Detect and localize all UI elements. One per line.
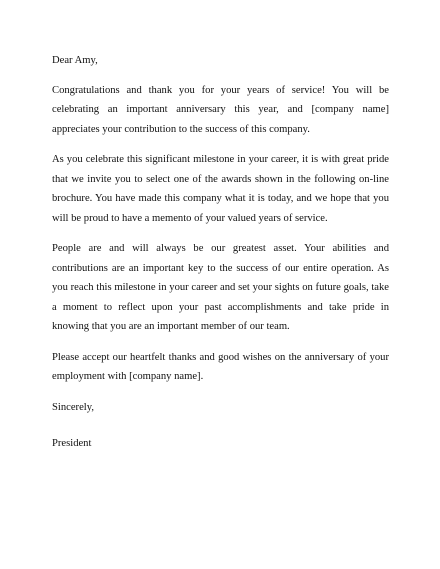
letter-greeting: Dear Amy, (52, 55, 98, 66)
letter-closing: Sincerely, (52, 401, 94, 413)
letter-body (52, 51, 389, 454)
letter-paragraph-3: People are and will always be our greatest asset. Your abilities and contributions are an important key to the success of our entire operation. As you reach this milestone in your career and set your sights on future goals, take a moment to reflect upon your past accomplishments and take pride in knowing that you are an important member of our team. (52, 243, 389, 332)
letter-paragraph-1: Congratulations and thank you for your years of service! You will be celebrating an important anniversary this year, and [company name] appreciates your contribution to the success of this company. (52, 84, 389, 135)
letter-signature: President (52, 438, 92, 449)
letter-paragraph-4: Please accept our heartfelt thanks and good wishes on the anniversary of your employment with [company name]. (52, 351, 389, 382)
letter-paragraph-2: As you celebrate this significant milestone in your career, it is with great pride that we invite you to select one of the awards shown in the following on-line brochure. You have made this company what it is today, and we hope that you will be proud to have a memento of your valued years of service. (52, 154, 389, 224)
